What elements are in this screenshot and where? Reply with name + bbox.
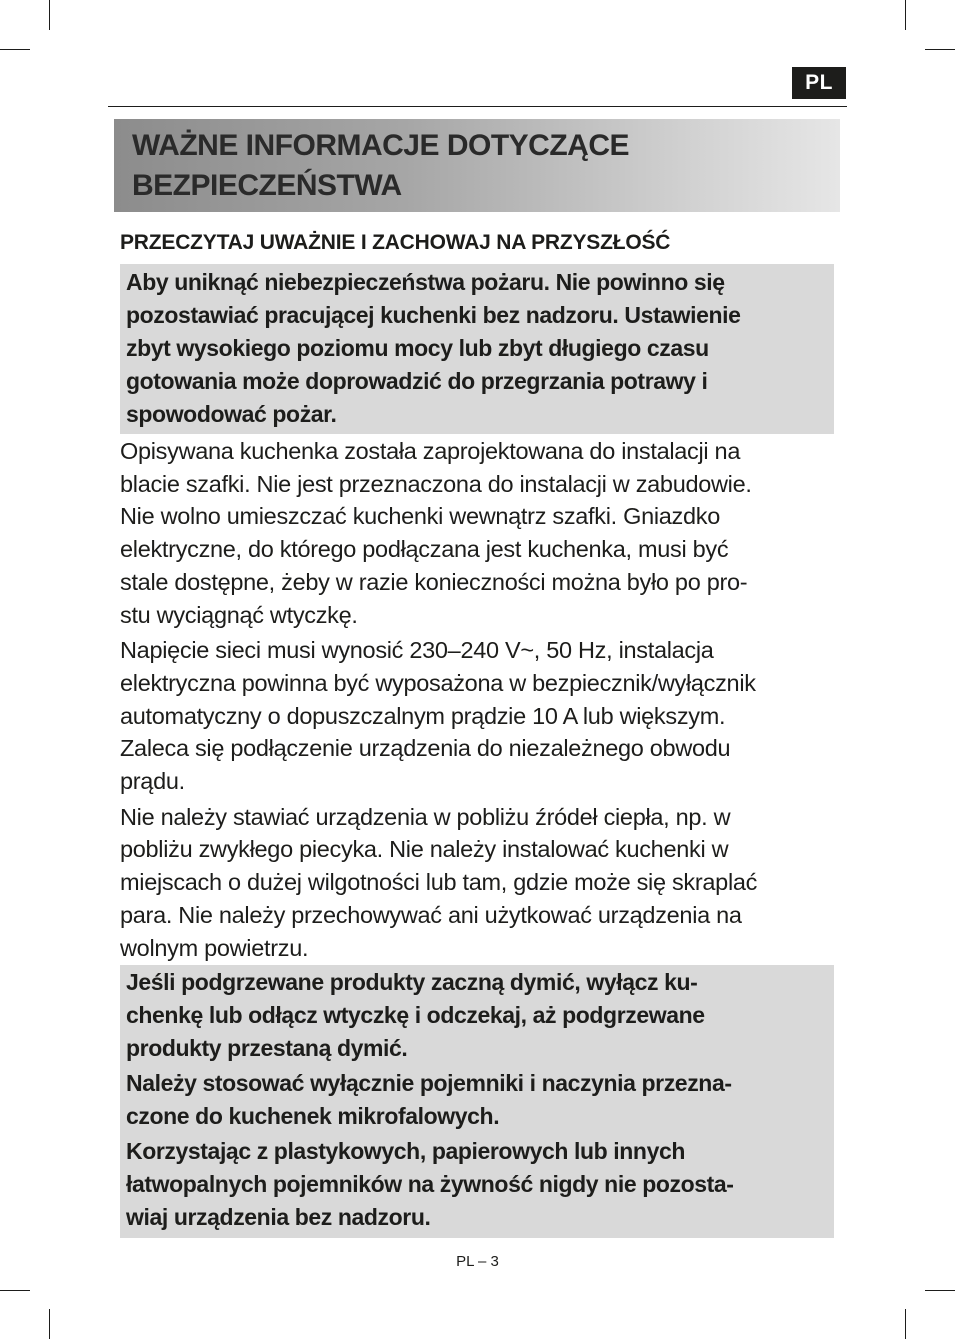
text-line: pobliżu zwykłego piecyka. Nie należy instalować kuchenki w — [120, 836, 729, 863]
text-line: elektryczne, do którego podłączana jest kuchenka, musi być — [120, 536, 729, 563]
text-line: pozostawiać pracującej kuchenki bez nadzoru. Ustawienie — [126, 302, 741, 328]
text-line: Jeśli podgrzewane produkty zaczną dymić, wyłącz ku- — [126, 969, 698, 995]
text-line: Napięcie sieci musi wynosić 230–240 V~, 50 Hz, instalacja — [120, 637, 714, 664]
text-line: Należy stosować wyłącznie pojemniki i naczynia przezna- — [126, 1070, 732, 1096]
text-line: łatwopalnych pojemników na żywność nigdy nie pozosta- — [126, 1171, 734, 1197]
crop-mark-bottom-left-vertical — [49, 1309, 50, 1339]
text-line: automatyczny o dopuszczalnym prądzie 10 A lub większym. — [120, 702, 726, 729]
crop-mark-top-left-vertical — [49, 0, 50, 30]
smoke-warning — [126, 966, 828, 1065]
section-title-banner — [114, 119, 840, 212]
text-line: stale dostępne, żeby w razie konieczności można było po pro- — [120, 568, 748, 595]
text-line: gotowania może doprowadzić do przegrzania potrawy i — [126, 368, 708, 394]
text-line: blacie szafki. Nie jest przeznaczona do instalacji w zabudowie. — [120, 470, 752, 497]
language-badge: PL — [792, 67, 846, 99]
header-rule — [108, 106, 847, 107]
usage-warning-box — [120, 965, 834, 1238]
text-line: Korzystając z plastykowych, papierowych lub innych — [126, 1138, 685, 1164]
text-line: prądu. — [120, 768, 185, 795]
subheading: PRZECZYTAJ UWAŻNIE I ZACHOWAJ NA PRZYSZŁOŚĆ — [120, 231, 671, 254]
text-line: spowodować pożar. — [126, 401, 337, 427]
text-line: zbyt wysokiego poziomu mocy lub zbyt długiego czasu — [126, 335, 709, 361]
text-line: czone do kuchenek mikrofalowych. — [126, 1103, 500, 1129]
section-title-line: WAŻNE INFORMACJE DOTYCZĄCE — [132, 129, 629, 162]
warning-paragraph — [126, 266, 828, 431]
text-line: elektryczna powinna być wyposażona w bezpiecznik/wyłącznik — [120, 669, 756, 696]
text-line: wiaj urządzenia bez nadzoru. — [126, 1204, 431, 1230]
installation-paragraph — [120, 435, 836, 631]
text-line: Aby uniknąć niebezpieczeństwa pożaru. Nie powinno się — [126, 269, 725, 295]
crop-mark-top-right-vertical — [905, 0, 906, 30]
placement-paragraph — [120, 801, 836, 965]
page-number: PL – 3 — [456, 1253, 499, 1270]
text-line: wolnym powietrzu. — [120, 934, 309, 961]
section-title-line: BEZPIECZEŃSTWA — [132, 169, 402, 202]
crop-mark-bottom-right-horizontal — [925, 1290, 955, 1291]
crop-mark-bottom-right-vertical — [905, 1309, 906, 1339]
fire-warning-box — [120, 264, 834, 434]
crop-mark-top-right-horizontal — [925, 49, 955, 50]
crop-mark-bottom-left-horizontal — [0, 1290, 30, 1291]
text-line: Zaleca się podłączenie urządzenia do niezależnego obwodu — [120, 735, 731, 762]
flammable-containers-warning — [126, 1135, 828, 1234]
text-line: Opisywana kuchenka została zaprojektowana do instalacji na — [120, 438, 741, 464]
section-title — [132, 126, 822, 206]
text-line: produkty przestaną dymić. — [126, 1035, 408, 1061]
text-line: para. Nie należy przechowywać ani użytkować urządzenia na — [120, 901, 742, 928]
text-line: Nie wolno umieszczać kuchenki wewnątrz szafki. Gniazdko — [120, 503, 720, 530]
text-line: miejscach o dużej wilgotności lub tam, gdzie może się skraplać — [120, 869, 758, 896]
body-text — [120, 435, 836, 964]
text-line: chenkę lub odłącz wtyczkę i odczekaj, aż podgrzewane — [126, 1002, 705, 1028]
containers-warning — [126, 1067, 828, 1133]
text-line: Nie należy stawiać urządzenia w pobliżu źródeł ciepła, np. w — [120, 803, 731, 830]
voltage-paragraph — [120, 634, 836, 798]
text-line: stu wyciągnąć wtyczkę. — [120, 601, 358, 628]
crop-mark-top-left-horizontal — [0, 49, 30, 50]
